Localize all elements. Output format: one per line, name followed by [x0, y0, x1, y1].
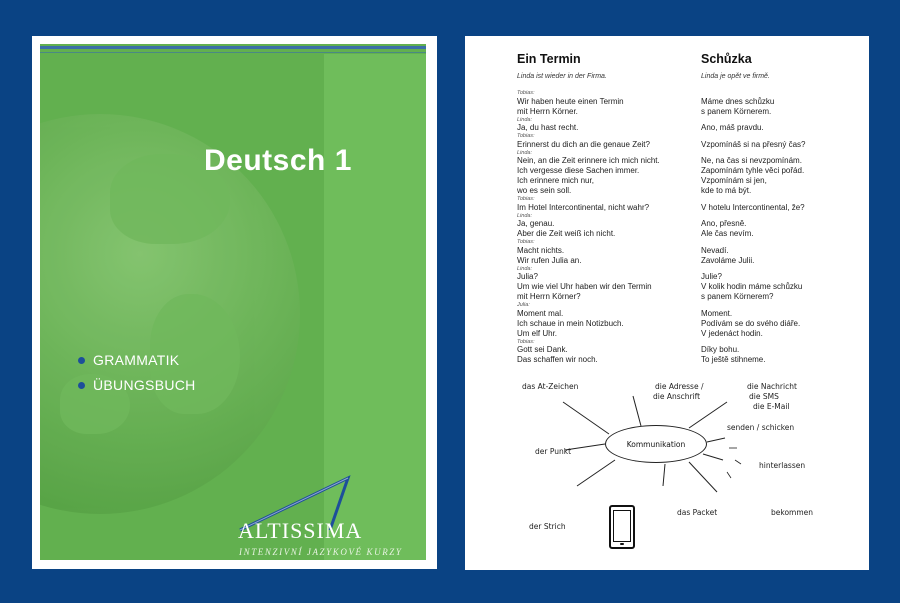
german-line: Ja, genau. — [517, 219, 555, 228]
speaker-label: Linda: — [517, 149, 532, 156]
czech-line: Ne, na čas si nevzpomínám. — [701, 156, 802, 165]
german-line: Wir rufen Julia an. — [517, 255, 582, 265]
german-line: Um elf Uhr. — [517, 328, 558, 338]
czech-block — [701, 140, 881, 150]
czech-block — [701, 272, 881, 302]
czech-block — [701, 219, 881, 239]
czech-line: s panem Körnerem. — [701, 106, 772, 116]
german-line: Erinnerst du dich an die genaue Zeit? — [517, 139, 650, 149]
czech-column — [701, 52, 881, 372]
czech-line: V jedenáct hodin. — [701, 328, 763, 338]
german-line: mit Herrn Körner? — [517, 292, 581, 301]
word-at-zeichen: das At-Zeichen — [522, 382, 579, 391]
czech-block — [701, 345, 881, 365]
german-line: Ich schaue in mein Notizbuch. — [517, 318, 624, 328]
word-punkt: der Punkt — [535, 447, 572, 456]
german-line: mit Herrn Körner. — [517, 106, 578, 116]
czech-line: Vzpomínám si jen, — [701, 176, 767, 185]
czech-block — [701, 97, 881, 117]
speaker-label: Tobias: — [517, 133, 535, 139]
german-line: Macht nichts. — [517, 245, 565, 255]
czech-block — [701, 203, 881, 213]
mindmap-center: Kommunikation — [605, 425, 707, 463]
mindmap-lines — [465, 374, 869, 570]
czech-block — [701, 156, 881, 196]
word-strich: der Strich — [529, 522, 566, 531]
book-cover — [40, 44, 426, 560]
german-line: Gott sei Dank. — [517, 345, 568, 354]
czech-line: Ale čas nevím. — [701, 229, 754, 238]
cover-title: Deutsch 1 — [204, 144, 352, 177]
german-line: Im Hotel Intercontinental, nicht wahr? — [517, 202, 650, 212]
german-line: Ich vergesse diese Sachen immer. — [517, 166, 640, 175]
german-line: Ich erinnere mich nur, — [517, 176, 594, 185]
czech-line: Zapomínám tyhle věci pořád. — [701, 166, 805, 175]
czech-intro: Linda je opět ve firmě. — [701, 73, 770, 80]
german-line: Das schaffen wir noch. — [517, 355, 598, 364]
czech-line: Moment. — [701, 308, 733, 318]
cover-stripe-thin — [40, 52, 426, 53]
cover-item-grammatik: GRAMMATIK — [78, 352, 179, 368]
czech-heading: Schůzka — [701, 52, 752, 66]
german-line: Ja, du hast recht. — [517, 123, 579, 132]
speaker-label: Tobias: — [517, 196, 535, 202]
speaker-label: Tobias: — [517, 338, 535, 345]
german-intro: Linda ist wieder in der Firma. — [517, 73, 607, 80]
german-line: Um wie viel Uhr haben wir den Termin — [517, 282, 652, 291]
czech-line: Julie? — [701, 272, 722, 281]
vocabulary-mindmap — [465, 374, 869, 570]
speaker-label: Linda: — [517, 265, 532, 272]
german-line: wo es sein soll. — [517, 186, 572, 195]
brand-name: ALTISSIMA — [238, 518, 363, 543]
czech-dialogue — [701, 90, 881, 365]
czech-line: Díky bohu. — [701, 345, 740, 354]
german-line: Nein, an die Zeit erinnere ich mich nicht. — [517, 156, 660, 165]
german-dialogue — [517, 90, 697, 365]
czech-line: To ještě stihneme. — [701, 355, 766, 364]
textbook-page — [465, 36, 869, 570]
german-line: Wir haben heute einen Termin — [517, 96, 624, 106]
word-nachricht: die Nachricht — [747, 382, 797, 391]
bullet-icon — [78, 382, 85, 389]
speaker-label: Tobias: — [517, 239, 535, 245]
word-anschrift: die Anschrift — [653, 392, 701, 401]
word-adresse: die Adresse / — [655, 382, 704, 391]
german-line: Aber die Zeit weiß ich nicht. — [517, 229, 616, 238]
smartphone-icon — [609, 505, 635, 549]
word-sms: die SMS — [749, 392, 779, 401]
czech-line: s panem Körnerem? — [701, 292, 774, 301]
czech-block — [701, 246, 881, 266]
czech-line: Máme dnes schůzku — [701, 96, 775, 106]
czech-line: kde to má být. — [701, 186, 752, 195]
czech-block — [701, 309, 881, 339]
speaker-label: Julia: — [517, 302, 530, 308]
czech-block — [701, 123, 881, 133]
word-bekommen: bekommen — [771, 508, 814, 517]
czech-line: Podívám se do svého diáře. — [701, 318, 801, 328]
german-column — [517, 52, 697, 365]
word-email: die E-Mail — [753, 402, 790, 411]
german-line: Julia? — [517, 272, 538, 281]
german-heading: Ein Termin — [517, 52, 581, 66]
czech-line: Ano, máš pravdu. — [701, 123, 764, 132]
word-senden: senden / schicken — [727, 423, 795, 432]
brand-tagline: INTENZIVNÍ JAZYKOVÉ KURZY — [239, 547, 403, 557]
speaker-label: Tobias: — [517, 90, 535, 96]
bullet-icon — [78, 357, 85, 364]
word-packet: das Packet — [677, 508, 718, 517]
cover-stripe-top — [40, 46, 426, 49]
czech-line: Zavoláme Julii. — [701, 255, 755, 265]
speaker-label: Linda: — [517, 212, 532, 219]
czech-line: V hotelu Intercontinental, že? — [701, 202, 805, 212]
czech-line: Nevadí. — [701, 245, 729, 255]
cover-item-uebungsbuch: ÜBUNGSBUCH — [78, 377, 196, 393]
czech-line: V kolik hodin máme schůzku — [701, 282, 803, 291]
czech-line: Ano, přesně. — [701, 219, 747, 228]
czech-line: Vzpomínáš si na přesný čas? — [701, 139, 806, 149]
speaker-label: Linda: — [517, 116, 532, 123]
word-hinterlassen: hinterlassen — [759, 461, 806, 470]
german-line: Moment mal. — [517, 308, 564, 318]
